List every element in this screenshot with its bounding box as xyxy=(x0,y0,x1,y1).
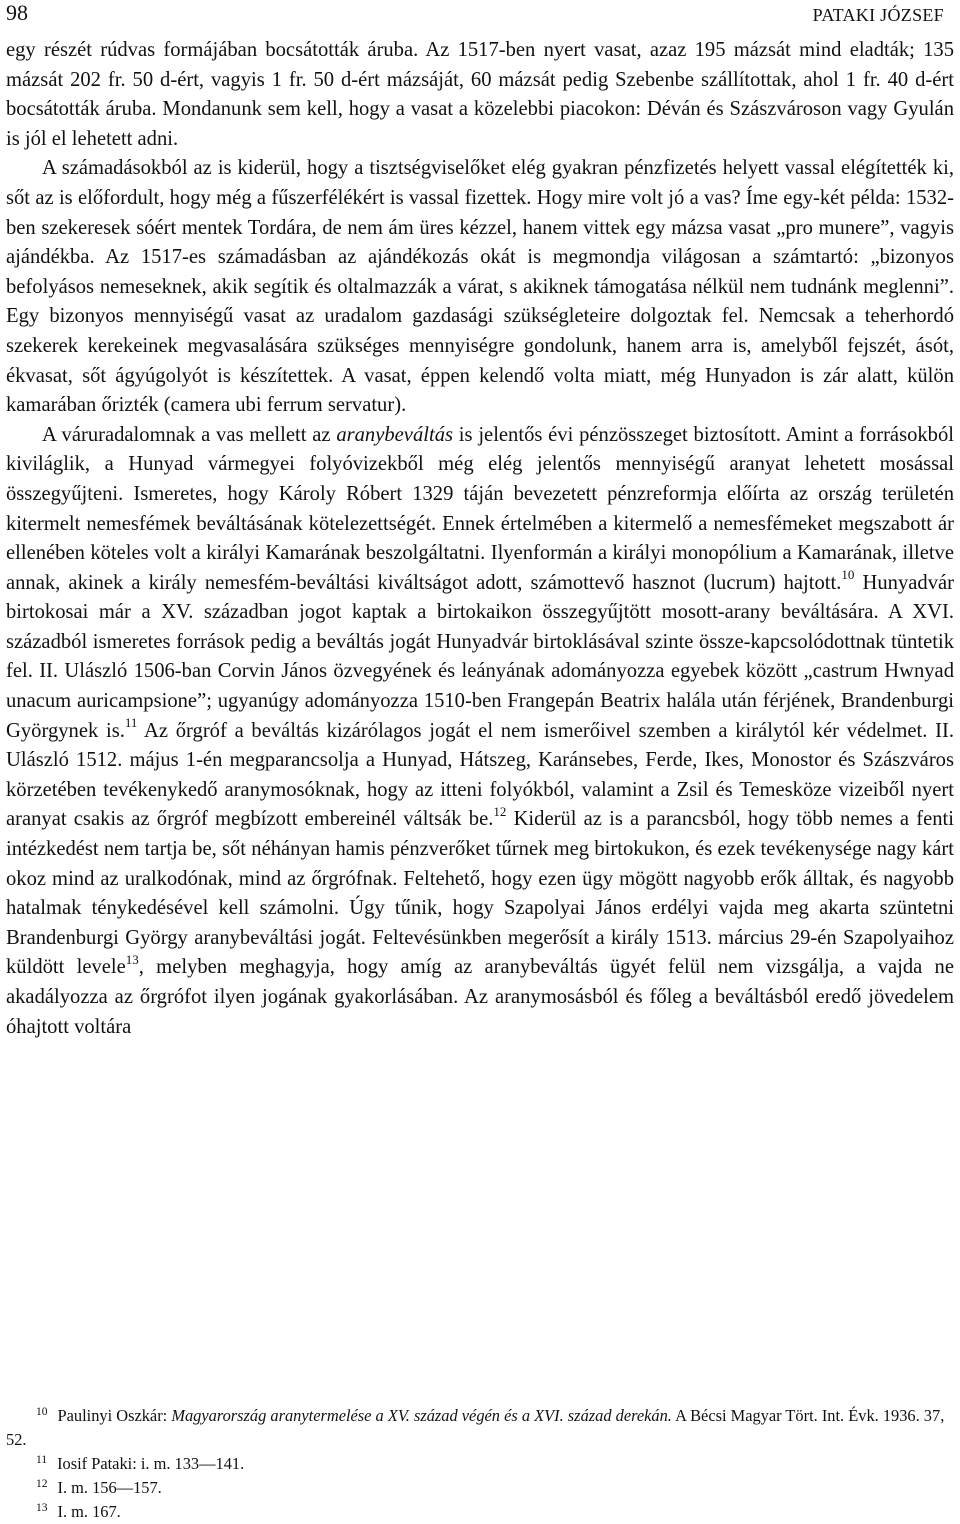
text-run: A váruradalomnak a vas mellett az xyxy=(42,423,337,446)
text-run: A Bécsi Magyar Tört. Int. Évk. 1936. 37, 52. xyxy=(6,1406,945,1449)
page-number: 98 xyxy=(6,0,28,25)
text-run: egy részét rúdvas formájában bocsátották áruba. Az 1517-ben nyert vasat, azaz 195 mázsát mind eladták; 135 mázsát 202 fr. 50 d-ért, vagyis 1 fr. 50 d-ért mázsáját, 60 mázsát pedig Szebenbe szállítottak, ahol 1 fr. 40 d-ért bocsátották áruba. Mondanunk sem kell, hogy a vasat a közelebbi piacokon: Déván és Szászvároson vagy Gyulán is jól el lehetett adni. xyxy=(6,39,954,150)
text-run: , melyben meghagyja, hogy amíg az aranybeváltás ügyét felül nem vizsgálja, a vajda ne akadályozza az őrgrófot ilyen jogának gyakorlásában. Az aranymosásból és főleg a beváltásból eredő jövedelem óhajtott voltára xyxy=(6,956,954,1038)
paragraph xyxy=(6,421,954,1042)
footnote-ref: 13 xyxy=(125,951,139,967)
body-text xyxy=(6,36,954,1042)
footnote xyxy=(6,1476,954,1500)
footnote xyxy=(6,1404,954,1452)
footnote xyxy=(6,1452,954,1476)
text-run: Kiderül az is a parancsból, hogy több nemes a fenti intézkedést nem tartja be, sőt néhányan hamis pénzverőket tűrnek meg birtokukon, és ezek tevékenysége nagy kárt okoz mind az uralkodónak, mind az őrgrófnak. Feltehető, hogy ezen ügy mögött nagyobb erők álltak, és nagyobb hatalmak ténykedésével kell számolni. Úgy tűnik, hogy Szapolyai János erdélyi vajda meg akarta szüntetni Brandenburgi György aranybeváltási jogát. Feltevésünkben megerősít a király 1513. március 29-én Szapolyaihoz küldött levele xyxy=(6,808,954,979)
paragraph xyxy=(6,154,954,420)
text-run: is jelentős évi pénzösszeget biztosított. Amint a forrásokból kiviláglik, a Hunyad vármegyei folyóvizekből még elég jelentős mennyiségű aranyat lehetett mosással összegyűjteni. Ismeretes, hogy Károly Róbert 1329 táján bevezetett pénzreformja előírta az ország területén kitermelt nemesfémek beváltásának kötelezettségét. Ennek értelmében a kitermelő a nemesfémeket megszabott ár ellenében köteles volt a királyi Kamarának beszolgáltatni. Ilyenformán a királyi monopólium a Kamarának, illetve annak, akinek a király nemesfém-beváltási kiváltságot adott, számottevő hasznot (lucrum) hajtott. xyxy=(6,423,955,594)
footnote-ref: 11 xyxy=(124,714,138,730)
text-run: Iosif Pataki: i. m. 133—141. xyxy=(57,1454,245,1473)
text-run: A számadásokból az is kiderül, hogy a tisztségviselőket elég gyakran pénzfizetés helyett vassal elégítették ki, sőt az is előfordult, hogy még a fűszerfélékért is vassal fizettek. Hogy mire volt jó a vas? Íme egy-két példa: 1532-ben szekeresek sóért mentek Tordára, de nem ám üres kézzel, hanem vittek egy mázsa vasat „pro munere”, vagyis ajándékba. Az 1517-es számadásban az ajándékozás okát is megmondja világosan a számtartó: „bizonyos befolyásos nemeseknek, akik segítik és oltalmazzák a várat, s akiknek támogatása nélkül nem tudnánk meglenni”. Egy bizonyos mennyiségű vasat az uradalom gazdasági szükségleteire dolgoztak fel. Nemcsak a teherhordó szekerek kerekeinek megvasalására szükséges mennyiségre gondolunk, hanem arra is, amelyből fejszét, ásót, ékvasat, sőt ágyúgolyót is készítettek. A vasat, éppen kelendő volta miatt, még Hunyadon is zár alatt, külön kamarában őrizték (camera ubi ferrum servatur). xyxy=(6,157,954,417)
paragraph xyxy=(6,36,954,154)
footnote-number: 10 xyxy=(36,1405,48,1418)
footnotes xyxy=(6,1404,954,1524)
text-run: Az őrgróf a beváltás kizárólagos jogát el nem ismerőivel szemben a királytól kér védelmet. II. Ulászló 1512. május 1-én megparancsolja a Hunyad, Hátszeg, Karánsebes, Ferde, Ikes, Monostor és Szászváros körzetében tevékenykedő aranymosóknak, hogy az itteni folyókból, valamint a Zsil és Temesköze vizeiből nyert aranyat csakis az őrgróf megbízott embereinél váltsák be. xyxy=(6,719,954,831)
footnote-number: 13 xyxy=(36,1501,48,1514)
footnote-ref: 12 xyxy=(493,803,507,819)
italic-text: aranybeváltás xyxy=(336,423,454,446)
italic-text: Magyarország aranytermelése a XV. század végén és a XVI. század derekán. xyxy=(171,1406,672,1425)
running-head: PATAKI JÓZSEF xyxy=(812,5,944,25)
text-run: I. m. 167. xyxy=(57,1502,121,1521)
text-run: Paulinyi Oszkár: xyxy=(57,1406,172,1425)
footnote-ref: 10 xyxy=(841,566,855,582)
footnote-number: 12 xyxy=(36,1477,48,1490)
text-run: Hunyadvár birtokosai már a XV. században jogot kaptak a birtokaikon összegyűjtött mosott-arany beváltására. A XVI. századból ismeretes források pedig a beváltás jogát Hunyadvár birtoklásával szinte össze-kapcsolódottnak tüntetik fel. II. Ulászló 1506-ban Corvin János özvegyének és leányának adományozza egyebek között „castrum Hwnyad unacum auricampsione”; ugyanúgy adományozza 1510-ben Frangepán Beatrix halála után férjének, Brandenburgi Györgynek is. xyxy=(6,571,954,742)
footnote xyxy=(6,1500,954,1524)
footnote-number: 11 xyxy=(36,1453,48,1466)
text-run: I. m. 156—157. xyxy=(57,1478,162,1497)
